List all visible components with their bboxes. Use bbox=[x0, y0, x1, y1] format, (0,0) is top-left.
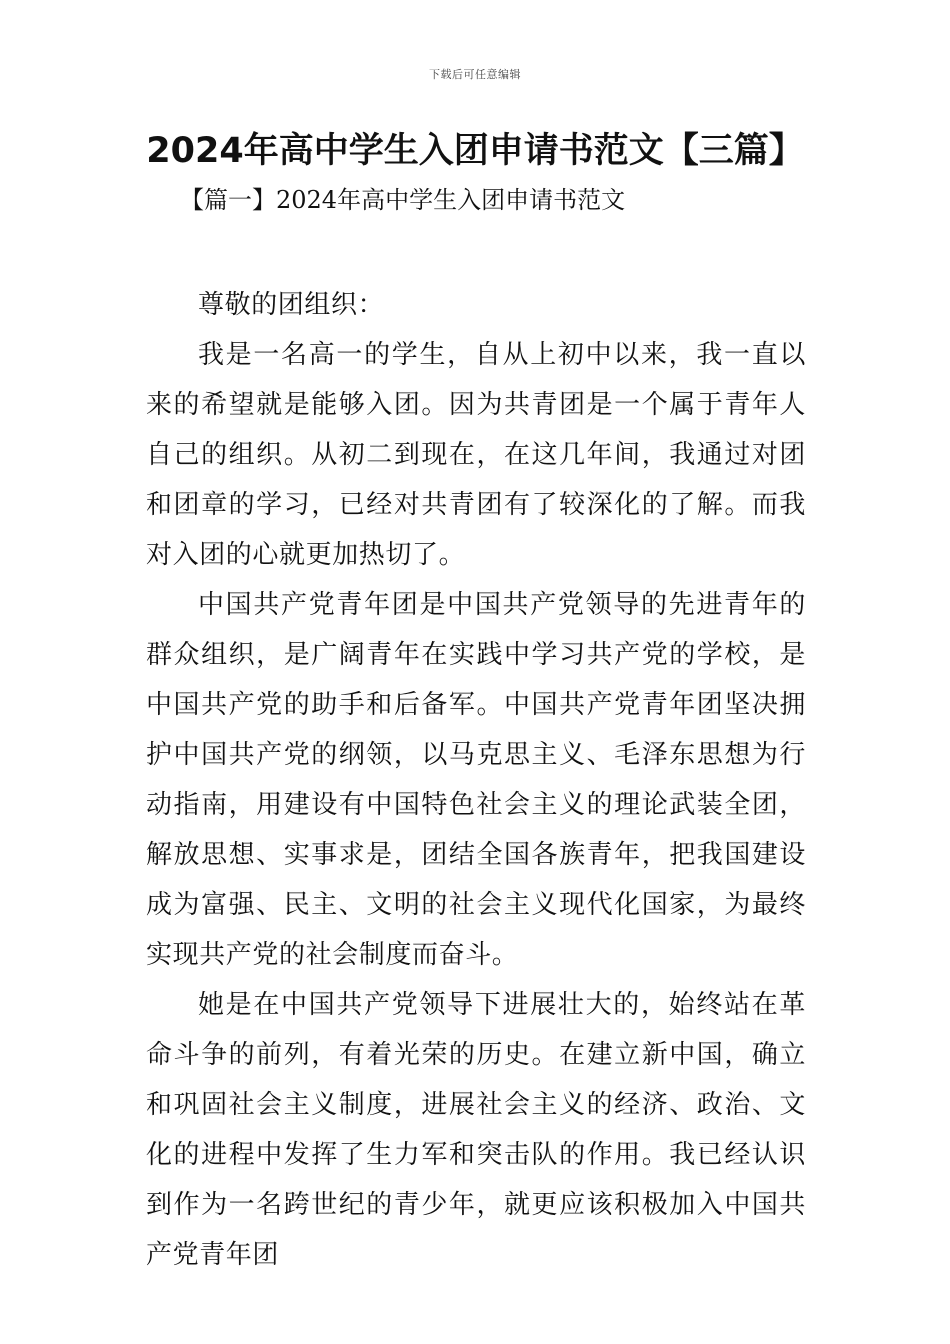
salutation: 尊敬的团组织： bbox=[198, 290, 385, 320]
header-note: 下载后可任意编辑 bbox=[429, 68, 521, 81]
section-heading: 【篇一】2024年高中学生入团申请书范文 bbox=[180, 186, 626, 214]
document-body bbox=[146, 280, 806, 1280]
paragraph: 中国共产党青年团是中国共产党领导的先进青年的群众组织，是广阔青年在实践中学习共产党的学校，是中国共产党的助手和后备军。中国共产党青年团坚决拥护中国共产党的纲领，以马克思主义、毛泽东思想为行动指南，用建设有中国特色社会主义的理论武装全团，解放思想、实事求是，团结全国各族青年，把我国建设成为富强、民主、文明的社会主义现代化国家，为最终实现共产党的社会制度而奋斗。 bbox=[146, 590, 806, 970]
paragraph: 我是一名高一的学生，自从上初中以来，我一直以来的希望就是能够入团。因为共青团是一个属于青年人自己的组织。从初二到现在，在这几年间，我通过对团和团章的学习，已经对共青团有了较深化的了解。而我对入团的心就更加热切了。 bbox=[146, 340, 806, 570]
paragraph: 她是在中国共产党领导下进展壮大的，始终站在革命斗争的前列，有着光荣的历史。在建立新中国，确立和巩固社会主义制度，进展社会主义的经济、政治、文化的进程中发挥了生力军和突击队的作用。我已经认识到作为一名跨世纪的青少年，就更应该积极加入中国共产党青年团 bbox=[146, 990, 806, 1270]
document-title: 2024年高中学生入团申请书范文【三篇】 bbox=[146, 131, 804, 171]
